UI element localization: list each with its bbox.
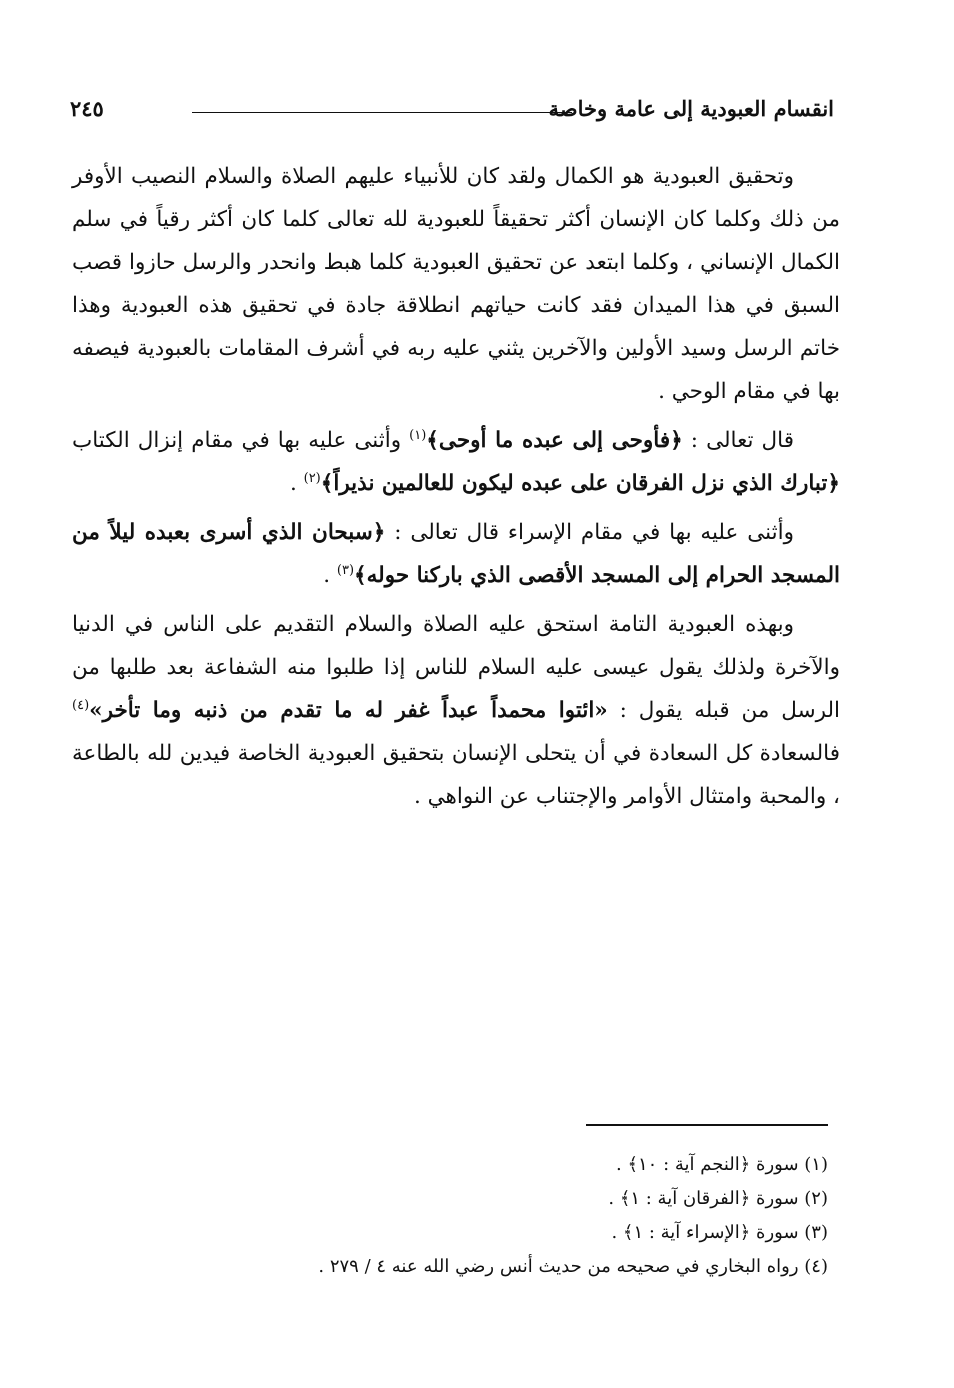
hadith-quote: «ائتوا محمداً عبداً غفر له ما تقدم من ذنبه وما تأخر» — [89, 698, 608, 723]
footnote-separator — [586, 1124, 828, 1126]
quran-verse: ﴿سبحان الذي أسرى بعبده ليلاً من المسجد الحرام إلى المسجد الأقصى الذي باركنا حوله﴾ — [72, 520, 840, 588]
footnote-2: (٢) سورة ﴿الفرقان آية : ١﴾ . — [608, 1188, 828, 1209]
quran-verse: ﴿تبارك الذي نزل الفرقان على عبده ليكون للعالمين نذيراً﴾ — [320, 471, 840, 496]
footnote-ref[interactable]: (٤) — [72, 697, 90, 713]
chapter-title: انقسام العبودية إلى عامة وخاصة — [548, 96, 834, 121]
running-header — [70, 92, 834, 132]
quran-verse: ﴿فأوحى إلى عبده ما أوحى﴾ — [426, 428, 683, 453]
paragraph-text: وأثنى عليه بها في مقام الإسراء قال تعالى : — [385, 520, 794, 545]
footnote-ref[interactable]: (٢) — [303, 470, 321, 486]
footnote-1: (١) سورة ﴿النجم آية : ١٠﴾ . — [616, 1154, 828, 1175]
footnote-ref[interactable]: (٣) — [336, 562, 355, 578]
paragraph-text: . — [323, 563, 337, 588]
footnotes — [72, 1148, 828, 1284]
footnote-4: (٤) رواه البخاري في صحيحه من حديث أنس رضي الله عنه ٤ / ٢٧٩ . — [318, 1256, 828, 1277]
paragraph-4 — [72, 603, 840, 818]
footnote-3: (٣) سورة ﴿الإسراء آية : ١﴾ . — [611, 1222, 828, 1243]
paragraph-text: وتحقيق العبودية هو الكمال ولقد كان للأنبياء عليهم الصلاة والسلام النصيب الأوفر من ذلك وكلما كان الإنسان أكثر تحقيقاً للعبودية لله تعالى كلما كان أكثر رقياً في سلم الكمال الإنساني ، وكلما ابتعد عن تحقيق العبودية كلما هبط وانحدر والرسل حازوا قصب السبق في هذا الميدان فقد كانت حياتهم انطلاقة جادة في تحقيق هذه العبودية وهذا خاتم الرسل وسيد الأولين والآخرين يثني عليه ربه في أشرف المقامات بالعبودية فيصفه بها في مقام الوحي . — [72, 164, 840, 404]
paragraph-text: قال تعالى : — [682, 428, 794, 453]
paragraph-text: وأثنى عليه بها في مقام إنزال الكتاب — [72, 428, 410, 453]
paragraph-text: وبهذه العبودية التامة استحق عليه الصلاة والسلام التقديم على الناس في الدنيا والآخرة ولذلك يقول عيسى عليه السلام للناس إذا طلبوا منه الشفاعة بعد طلبها من الرسل من قبله يقول : — [72, 612, 840, 723]
main-text — [72, 155, 840, 824]
paragraph-1 — [72, 155, 840, 413]
paragraph-2 — [72, 419, 840, 505]
page-number: ٢٤٥ — [70, 96, 104, 121]
header-rule — [192, 112, 572, 113]
paragraph-text: . — [289, 471, 304, 496]
footnote-ref[interactable]: (١) — [409, 427, 427, 443]
paragraph-3 — [72, 511, 840, 597]
paragraph-text: فالسعادة كل السعادة في أن يتحلى الإنسان بتحقيق العبودية الخاصة فيدين لله بالطاعة ، والمحبة وامتثال الأوامر والإجتناب عن النواهي . — [72, 741, 840, 809]
